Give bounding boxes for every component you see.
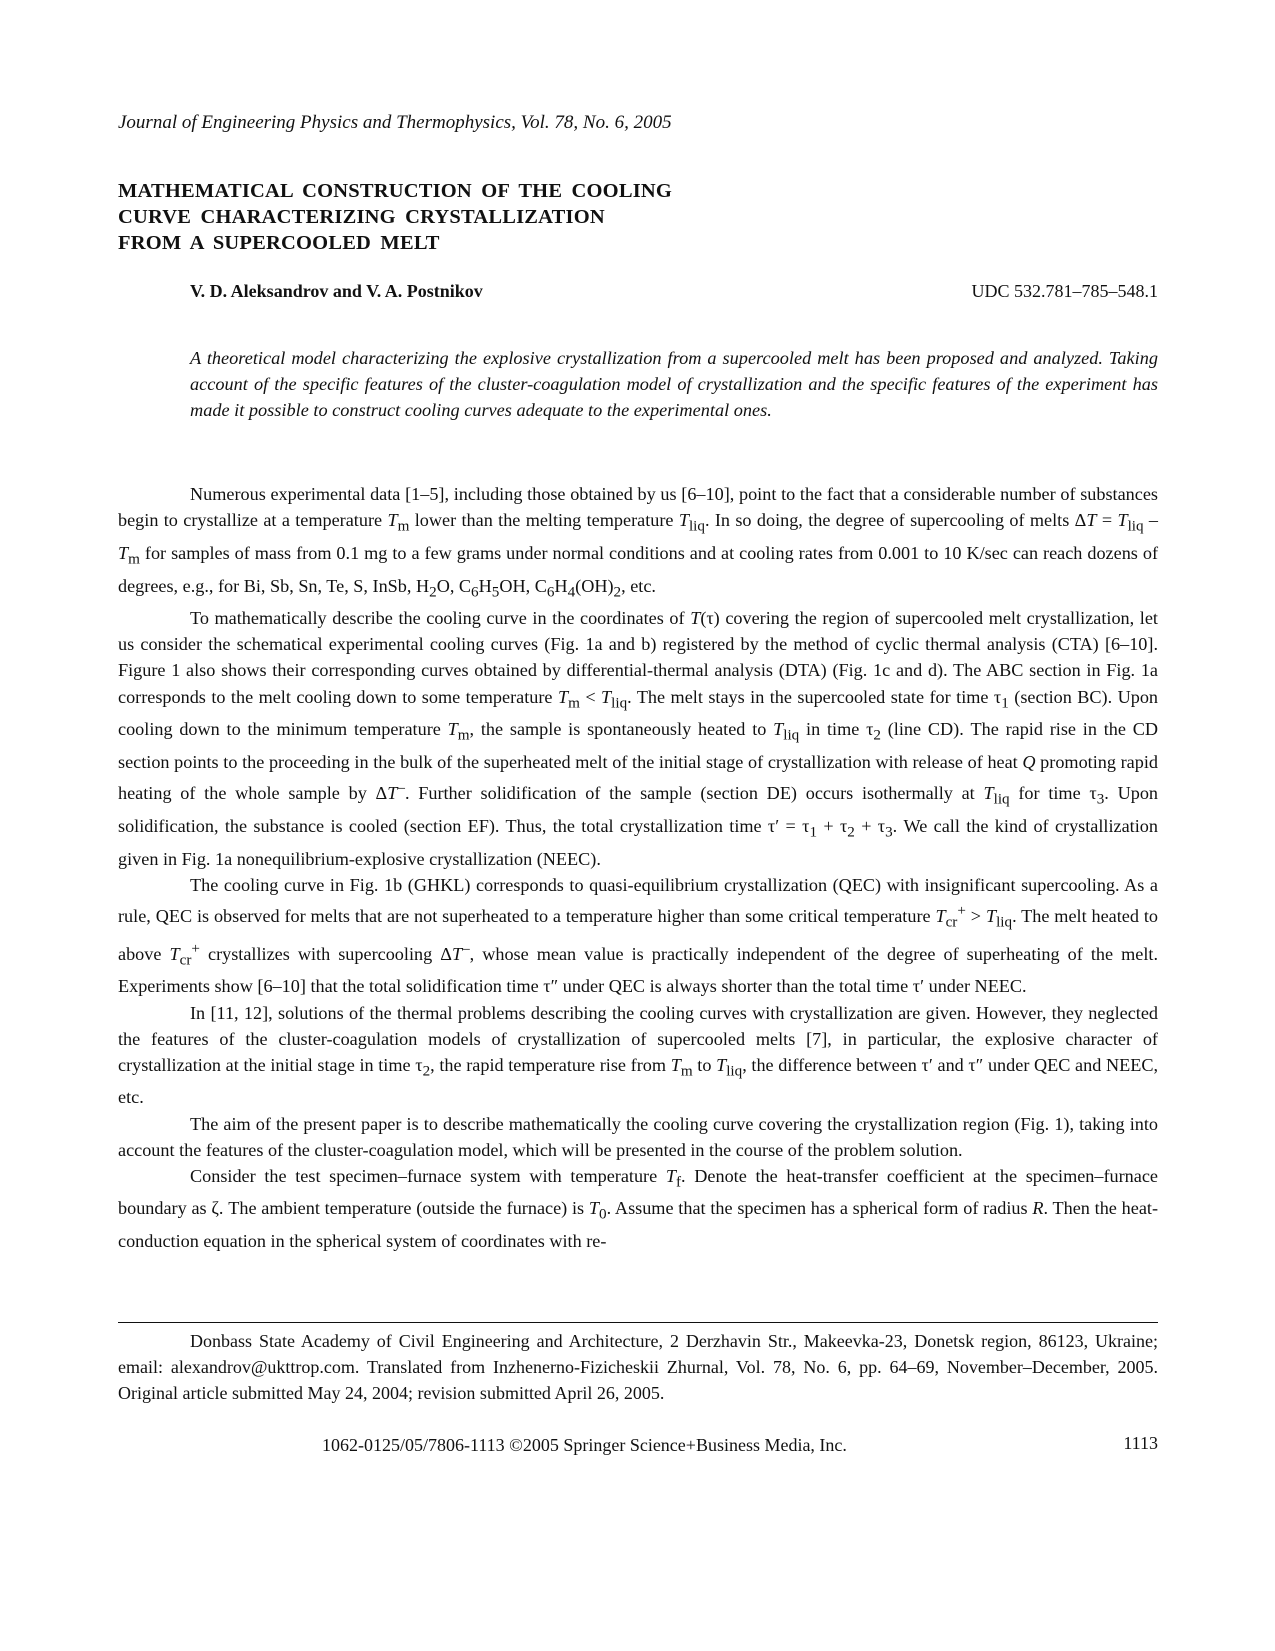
title-line-1: MATHEMATICAL CONSTRUCTION OF THE COOLING [118,180,673,202]
page-number: 1113 [1123,1433,1158,1453]
title-line-2: CURVE CHARACTERIZING CRYSTALLIZATION [118,206,605,228]
article-body [118,481,1158,1254]
paragraph-3: The cooling curve in Fig. 1b (GHKL) corresponds to quasi-equilibrium crystallization (QEC) with insignificant supercooling. As a rule, QEC is observed for melts that are not superheated to a temperature higher than some critical temperature $T_{cr}^+ > T_{liq}$. The melt heated to above $T_{cr}^+$ crystallizes with supercooling ΔT–, whose mean value is practically independent of the degree of superheating of the melt. Experiments show [6–10] that the total solidification time τ″ under QEC is always shorter than the total time τ′ under NEEC. [118,874,1158,997]
paragraph-5: The aim of the present paper is to describe mathematically the cooling curve covering the crystallization region (Fig. 1), taking into account the features of the cluster-coagulation model, which will be presented in the course of the problem solution. [118,1113,1158,1160]
footnote-divider [118,1322,1158,1323]
article-title [118,178,672,256]
copyright-line: 1062-0125/05/7806-1113 ©2005 Springer Science+Business Media, Inc. [322,1435,847,1455]
paragraph-4: In [11, 12], solutions of the thermal problems describing the cooling curves with crystallization are given. However, they neglected the features of the cluster-coagulation models of crystallization of supercooled melts [7], in particular, the explosive character of crystallization at the initial stage in time $\tau_2$, the rapid temperature rise from $T_m$ to $T_{liq}$, the difference between τ′ and τ″ under QEC and NEEC, etc. [118,1002,1159,1108]
udc-code: UDC 532.781–785–548.1 [971,281,1158,301]
authors: V. D. Aleksandrov and V. A. Postnikov [190,281,483,301]
journal-header: Journal of Engineering Physics and Thermophysics, Vol. 78, No. 6, 2005 [118,112,672,133]
abstract: A theoretical model characterizing the explosive crystallization from a supercooled melt has been proposed and analyzed. Taking account of the specific features of the cluster-coagulation model of crystallization and the specific features of the experiment has made it possible to construct cooling curves adequate to the experimental ones. [190,348,1158,420]
paragraph-1: Numerous experimental data [1–5], including those obtained by us [6–10], point to the fact that a considerable number of substances begin to crystallize at a temperature $T_m$ lower than the melting temperature $T_{liq}$. In so doing, the degree of supercooling of melts $\Delta T = T_{liq} - T_m$ for samples of mass from 0.1 mg to a few grams under normal conditions and at cooling rates from 0.001 to 10 K/sec can reach dozens of degrees, e.g., for Bi, Sb, Sn, Te, S, InSb, $H_2O$, $C_6H_5OH$, $C_6H_4(OH)_2$, etc. [118,484,1159,601]
footnote: Donbass State Academy of Civil Engineering and Architecture, 2 Derzhavin Str., Makeevka-23, Donetsk region, 86123, Ukraine; email: alexandrov@ukttrop.com. Translated from Inzhenerno-Fizicheskii Zhurnal, Vol. 78, No. 6, pp. 64–69, November–December, 2005. Original article submitted May 24, 2004; revision submitted April 26, 2005. [118,1331,1158,1403]
paragraph-6: Consider the test specimen–furnace system with temperature $T_f$. Denote the heat-transfer coefficient at the specimen–furnace boundary as ζ. The ambient temperature (outside the furnace) is $T_0$. Assume that the specimen has a spherical form of radius R. Then the heat-conduction equation in the spherical system of coordinates with re- [118,1165,1158,1252]
paragraph-2: To mathematically describe the cooling curve in the coordinates of T(τ) covering the region of supercooled melt crystallization, let us consider the schematical experimental cooling curves (Fig. 1a and b) registered by the method of cyclic thermal analysis (CTA) [6–10]. Figure 1 also shows their corresponding curves obtained by differential-thermal analysis (DTA) (Fig. 1c and d). The ABC section in Fig. 1a corresponds to the melt cooling down to some temperature $T_m < T_{liq}$. The melt stays in the supercooled state for time $\tau_1$ (section BC). Upon cooling down to the minimum temperature $T_m$, the sample is spontaneously heated to $T_{liq}$ in time $\tau_2$ (line CD). The rapid rise in the CD section points to the proceeding in the bulk of the superheated melt of the initial stage of crystallization with release of heat Q promoting rapid heating of the whole sample by ΔT–. Further solidification of the sample (section DE) occurs isothermally at $T_{liq}$ for time $\tau_3$. Upon solidification, the substance is cooled (section EF). Thus, the total crystallization time $\tau' = \tau_1 + \tau_2 + \tau_3$. We call the kind of crystallization given in Fig. 1a nonequilibrium-explosive crystallization (NEEC). [118,608,1159,869]
title-line-3: FROM A SUPERCOOLED MELT [118,232,440,254]
